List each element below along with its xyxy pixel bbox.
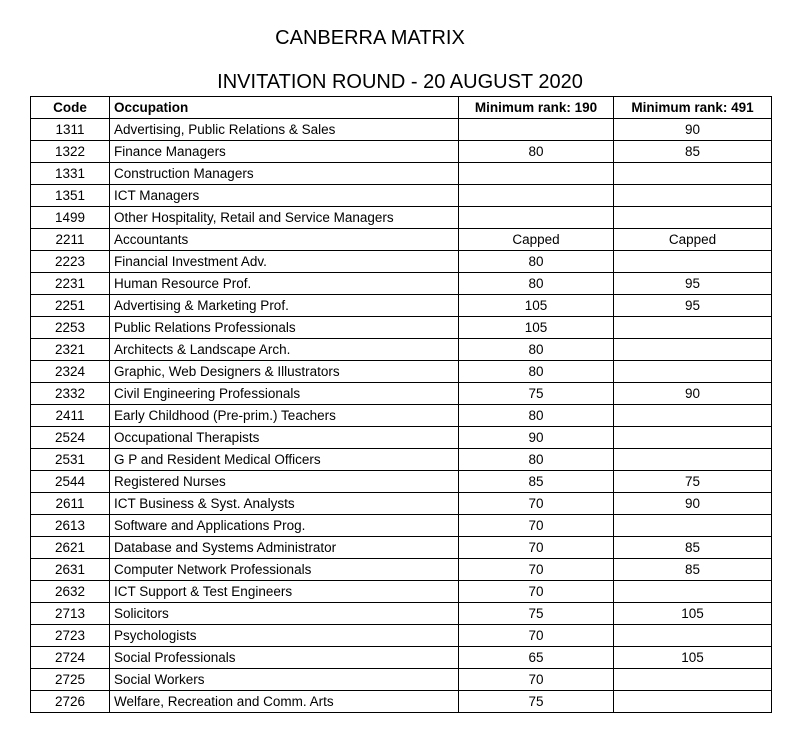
table-row — [31, 383, 772, 405]
header-min-rank-190: Minimum rank: 190 — [459, 97, 614, 119]
cell-code: 1311 — [31, 119, 110, 141]
table-row — [31, 581, 772, 603]
cell-occupation: Accountants — [110, 229, 459, 251]
cell-occupation: Database and Systems Administrator — [110, 537, 459, 559]
header-occupation: Occupation — [110, 97, 459, 119]
cell-code: 2332 — [31, 383, 110, 405]
cell-min-rank-491: 90 — [614, 493, 772, 515]
cell-occupation: Welfare, Recreation and Comm. Arts — [110, 691, 459, 713]
cell-min-rank-190 — [459, 119, 614, 141]
cell-min-rank-491 — [614, 515, 772, 537]
cell-occupation: Advertising, Public Relations & Sales — [110, 119, 459, 141]
cell-code: 2725 — [31, 669, 110, 691]
cell-min-rank-190: 80 — [459, 141, 614, 163]
cell-min-rank-491 — [614, 449, 772, 471]
table-row — [31, 603, 772, 625]
cell-min-rank-190: 70 — [459, 625, 614, 647]
cell-code: 2411 — [31, 405, 110, 427]
cell-occupation: Construction Managers — [110, 163, 459, 185]
cell-min-rank-491: Capped — [614, 229, 772, 251]
cell-min-rank-491: 95 — [614, 273, 772, 295]
table-row — [31, 295, 772, 317]
cell-occupation: Human Resource Prof. — [110, 273, 459, 295]
cell-occupation: Computer Network Professionals — [110, 559, 459, 581]
cell-min-rank-491 — [614, 207, 772, 229]
cell-min-rank-190 — [459, 185, 614, 207]
cell-occupation: Architects & Landscape Arch. — [110, 339, 459, 361]
cell-code: 1351 — [31, 185, 110, 207]
cell-code: 2631 — [31, 559, 110, 581]
cell-occupation: Finance Managers — [110, 141, 459, 163]
cell-min-rank-190: 80 — [459, 251, 614, 273]
cell-min-rank-190: 75 — [459, 691, 614, 713]
cell-code: 2253 — [31, 317, 110, 339]
cell-min-rank-491 — [614, 691, 772, 713]
cell-min-rank-491 — [614, 163, 772, 185]
table-row — [31, 317, 772, 339]
cell-min-rank-190: 70 — [459, 581, 614, 603]
cell-min-rank-491 — [614, 581, 772, 603]
cell-code: 2621 — [31, 537, 110, 559]
cell-min-rank-190 — [459, 207, 614, 229]
cell-code: 2321 — [31, 339, 110, 361]
cell-occupation: ICT Support & Test Engineers — [110, 581, 459, 603]
cell-code: 2524 — [31, 427, 110, 449]
table-row — [31, 559, 772, 581]
cell-min-rank-190: 70 — [459, 515, 614, 537]
cell-code: 2531 — [31, 449, 110, 471]
table-row — [31, 339, 772, 361]
table-row — [31, 669, 772, 691]
table-body — [31, 119, 772, 713]
table-row — [31, 493, 772, 515]
cell-occupation: Advertising & Marketing Prof. — [110, 295, 459, 317]
cell-occupation: Solicitors — [110, 603, 459, 625]
cell-occupation: Civil Engineering Professionals — [110, 383, 459, 405]
cell-min-rank-190: 80 — [459, 273, 614, 295]
cell-occupation: Social Professionals — [110, 647, 459, 669]
cell-min-rank-491 — [614, 405, 772, 427]
cell-min-rank-491: 85 — [614, 141, 772, 163]
table-header-row — [31, 97, 772, 119]
cell-code: 2713 — [31, 603, 110, 625]
table-row — [31, 251, 772, 273]
cell-min-rank-491 — [614, 251, 772, 273]
cell-min-rank-491 — [614, 625, 772, 647]
cell-occupation: Public Relations Professionals — [110, 317, 459, 339]
cell-code: 2632 — [31, 581, 110, 603]
cell-occupation: Psychologists — [110, 625, 459, 647]
cell-occupation: Early Childhood (Pre-prim.) Teachers — [110, 405, 459, 427]
cell-min-rank-190: 65 — [459, 647, 614, 669]
table-row — [31, 691, 772, 713]
header-min-rank-491: Minimum rank: 491 — [614, 97, 772, 119]
cell-min-rank-190: 80 — [459, 405, 614, 427]
cell-min-rank-190: 70 — [459, 493, 614, 515]
table-row — [31, 119, 772, 141]
cell-min-rank-491 — [614, 361, 772, 383]
cell-occupation: Graphic, Web Designers & Illustrators — [110, 361, 459, 383]
table-row — [31, 273, 772, 295]
cell-min-rank-190: 75 — [459, 603, 614, 625]
cell-code: 2611 — [31, 493, 110, 515]
cell-min-rank-190: 105 — [459, 295, 614, 317]
cell-occupation: ICT Business & Syst. Analysts — [110, 493, 459, 515]
cell-min-rank-190: 80 — [459, 339, 614, 361]
cell-min-rank-491: 105 — [614, 647, 772, 669]
cell-code: 1499 — [31, 207, 110, 229]
table-row — [31, 647, 772, 669]
cell-min-rank-190: 80 — [459, 449, 614, 471]
cell-min-rank-190 — [459, 163, 614, 185]
table-row — [31, 405, 772, 427]
cell-code: 2544 — [31, 471, 110, 493]
cell-occupation: Registered Nurses — [110, 471, 459, 493]
cell-min-rank-491: 90 — [614, 383, 772, 405]
table-row — [31, 515, 772, 537]
cell-code: 2211 — [31, 229, 110, 251]
cell-min-rank-190: 80 — [459, 361, 614, 383]
cell-code: 2613 — [31, 515, 110, 537]
table-row — [31, 449, 772, 471]
table-row — [31, 361, 772, 383]
cell-code: 2324 — [31, 361, 110, 383]
cell-occupation: Occupational Therapists — [110, 427, 459, 449]
cell-occupation: Financial Investment Adv. — [110, 251, 459, 273]
cell-code: 2251 — [31, 295, 110, 317]
cell-code: 2231 — [31, 273, 110, 295]
table-row — [31, 471, 772, 493]
table-row — [31, 229, 772, 251]
table-row — [31, 185, 772, 207]
cell-min-rank-190: 90 — [459, 427, 614, 449]
table-row — [31, 537, 772, 559]
cell-min-rank-491: 85 — [614, 537, 772, 559]
cell-min-rank-190: 70 — [459, 559, 614, 581]
cell-min-rank-491 — [614, 339, 772, 361]
cell-min-rank-190: 70 — [459, 537, 614, 559]
cell-code: 1322 — [31, 141, 110, 163]
cell-code: 2723 — [31, 625, 110, 647]
cell-code: 2726 — [31, 691, 110, 713]
table-row — [31, 163, 772, 185]
document-subtitle: INVITATION ROUND - 20 AUGUST 2020 — [217, 71, 583, 93]
cell-occupation: G P and Resident Medical Officers — [110, 449, 459, 471]
table-row — [31, 141, 772, 163]
table-row — [31, 207, 772, 229]
occupation-matrix-table — [30, 96, 772, 713]
cell-code: 2223 — [31, 251, 110, 273]
table-row — [31, 625, 772, 647]
cell-occupation: ICT Managers — [110, 185, 459, 207]
cell-min-rank-491: 105 — [614, 603, 772, 625]
cell-min-rank-190: 105 — [459, 317, 614, 339]
cell-min-rank-491 — [614, 669, 772, 691]
cell-code: 2724 — [31, 647, 110, 669]
cell-min-rank-190: 85 — [459, 471, 614, 493]
header-code: Code — [31, 97, 110, 119]
cell-occupation: Social Workers — [110, 669, 459, 691]
cell-min-rank-491: 75 — [614, 471, 772, 493]
cell-min-rank-491 — [614, 427, 772, 449]
document-title: CANBERRA MATRIX — [275, 27, 465, 49]
cell-min-rank-190: 75 — [459, 383, 614, 405]
cell-min-rank-491 — [614, 185, 772, 207]
cell-min-rank-190: Capped — [459, 229, 614, 251]
cell-min-rank-491: 90 — [614, 119, 772, 141]
cell-min-rank-491: 85 — [614, 559, 772, 581]
table-row — [31, 427, 772, 449]
cell-min-rank-491: 95 — [614, 295, 772, 317]
cell-min-rank-190: 70 — [459, 669, 614, 691]
cell-min-rank-491 — [614, 317, 772, 339]
cell-code: 1331 — [31, 163, 110, 185]
cell-occupation: Software and Applications Prog. — [110, 515, 459, 537]
cell-occupation: Other Hospitality, Retail and Service Managers — [110, 207, 459, 229]
